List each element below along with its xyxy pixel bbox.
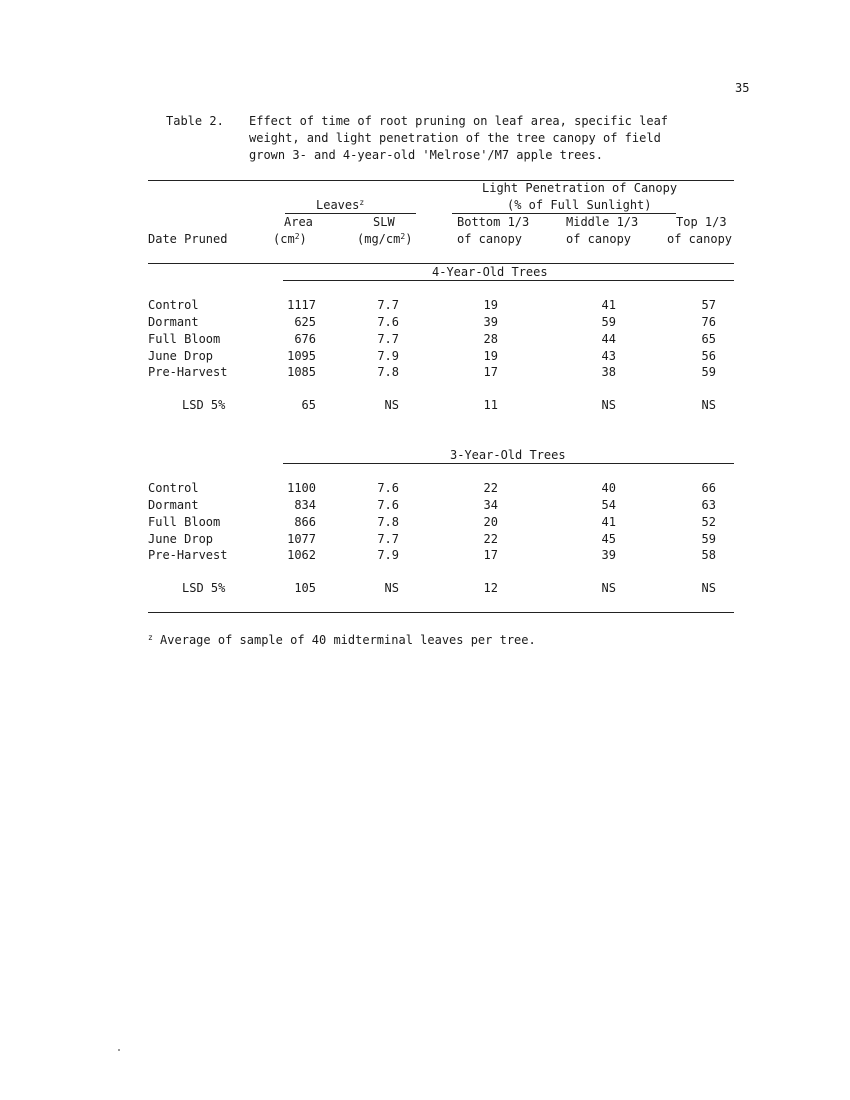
table-row-date: Full Bloom: [148, 332, 221, 346]
table-caption-line-1: Effect of time of root pruning on leaf area, specific leaf: [249, 114, 669, 128]
table-row-date: Pre-Harvest: [148, 548, 228, 562]
top-third-subheader: of canopy: [667, 232, 733, 246]
table-cell-area: 1095: [287, 349, 316, 363]
table-cell-bottom: 19: [483, 298, 498, 312]
table-row-date: Full Bloom: [148, 515, 221, 529]
table-cell-area: 1100: [287, 481, 316, 495]
lsd-middle: NS: [601, 581, 616, 595]
table-cell-slw: 7.9: [377, 548, 399, 562]
table-cell-bottom: 22: [483, 532, 498, 546]
table-cell-area: 625: [294, 315, 316, 329]
table-caption-label: Table 2.: [166, 114, 224, 128]
table-cell-bottom: 20: [483, 515, 498, 529]
table-cell-slw: 7.6: [377, 481, 399, 495]
light-penetration-subheader: (% of Full Sunlight): [507, 198, 652, 212]
leaves-underline: [285, 213, 416, 214]
table-cell-slw: 7.9: [377, 349, 399, 363]
lsd-top: NS: [701, 398, 716, 412]
table-cell-middle: 43: [601, 349, 616, 363]
table-cell-top: 63: [701, 498, 716, 512]
table-cell-area: 676: [294, 332, 316, 346]
bottom-third-header: Bottom 1/3: [457, 215, 530, 229]
page-number: 35: [735, 81, 750, 95]
table-cell-middle: 45: [601, 532, 616, 546]
table-cell-middle: 54: [601, 498, 616, 512]
table-cell-middle: 41: [601, 298, 616, 312]
table-cell-slw: 7.6: [377, 498, 399, 512]
lsd-area: 105: [294, 581, 316, 595]
table-cell-area: 1062: [287, 548, 316, 562]
table-cell-bottom: 34: [483, 498, 498, 512]
lsd-middle: NS: [601, 398, 616, 412]
lsd-area: 65: [301, 398, 316, 412]
table-cell-area: 1117: [287, 298, 316, 312]
table-cell-top: 56: [701, 349, 716, 363]
table-cell-bottom: 39: [483, 315, 498, 329]
footnote: $^z$ Average of sample of 40 midterminal leaves per tree.: [148, 633, 536, 647]
table-row-date: June Drop: [148, 349, 214, 363]
table-cell-slw: 7.6: [377, 315, 399, 329]
table-row-date: Dormant: [148, 498, 199, 512]
table-cell-middle: 59: [601, 315, 616, 329]
lsd-slw: NS: [384, 581, 399, 595]
table-row-date: Control: [148, 298, 199, 312]
lsd-bottom: 11: [483, 398, 498, 412]
table-cell-middle: 44: [601, 332, 616, 346]
table-cell-middle: 40: [601, 481, 616, 495]
lsd-bottom: 12: [483, 581, 498, 595]
table-cell-bottom: 17: [483, 365, 498, 379]
table-row-date: Control: [148, 481, 199, 495]
lsd-label: LSD 5%: [182, 398, 226, 412]
lsd-label: LSD 5%: [182, 581, 226, 595]
table-row-date: Pre-Harvest: [148, 365, 228, 379]
table-cell-top: 58: [701, 548, 716, 562]
middle-third-subheader: of canopy: [566, 232, 632, 246]
table-cell-middle: 39: [601, 548, 616, 562]
table-cell-bottom: 22: [483, 481, 498, 495]
table-cell-bottom: 17: [483, 548, 498, 562]
area-units: $(cm^2)$: [273, 232, 307, 246]
table-row-date: June Drop: [148, 532, 214, 546]
table-cell-middle: 38: [601, 365, 616, 379]
date-pruned-header: Date Pruned: [148, 232, 228, 246]
table-cell-top: 76: [701, 315, 716, 329]
table-cell-area: 1085: [287, 365, 316, 379]
table-cell-slw: 7.7: [377, 298, 399, 312]
table-cell-area: 1077: [287, 532, 316, 546]
section-rule-4-year: [283, 280, 734, 281]
table-cell-slw: 7.8: [377, 515, 399, 529]
light-penetration-underline: [452, 213, 676, 214]
table-cell-top: 57: [701, 298, 716, 312]
scan-speck: [118, 1049, 120, 1051]
table-cell-middle: 41: [601, 515, 616, 529]
middle-third-header: Middle 1/3: [566, 215, 639, 229]
area-header: Area: [284, 215, 313, 229]
table-caption-line-3: grown 3- and 4-year-old 'Melrose'/M7 apple trees.: [249, 148, 604, 162]
table-cell-top: 66: [701, 481, 716, 495]
table-cell-top: 59: [701, 532, 716, 546]
bottom-third-subheader: of canopy: [457, 232, 523, 246]
table-cell-bottom: 28: [483, 332, 498, 346]
table-cell-area: 834: [294, 498, 316, 512]
table-caption-line-2: weight, and light penetration of the tree canopy of field: [249, 131, 661, 145]
slw-units: $(mg/cm^2)$: [357, 232, 413, 246]
table-cell-top: 52: [701, 515, 716, 529]
table-cell-top: 65: [701, 332, 716, 346]
section-rule-3-year: [283, 463, 734, 464]
leaves-header: Leaves$^z$: [316, 198, 365, 212]
table-row-date: Dormant: [148, 315, 199, 329]
section-title-4-year: 4-Year-Old Trees: [432, 265, 548, 279]
table-bottom-rule: [148, 612, 734, 613]
slw-header: SLW: [373, 215, 395, 229]
lsd-slw: NS: [384, 398, 399, 412]
table-cell-area: 866: [294, 515, 316, 529]
table-cell-top: 59: [701, 365, 716, 379]
section-title-3-year: 3-Year-Old Trees: [450, 448, 566, 462]
table-cell-bottom: 19: [483, 349, 498, 363]
lsd-top: NS: [701, 581, 716, 595]
table-cell-slw: 7.7: [377, 532, 399, 546]
table-cell-slw: 7.7: [377, 332, 399, 346]
top-third-header: Top 1/3: [676, 215, 727, 229]
header-bottom-rule: [148, 263, 734, 264]
table-cell-slw: 7.8: [377, 365, 399, 379]
light-penetration-header: Light Penetration of Canopy: [482, 181, 678, 195]
